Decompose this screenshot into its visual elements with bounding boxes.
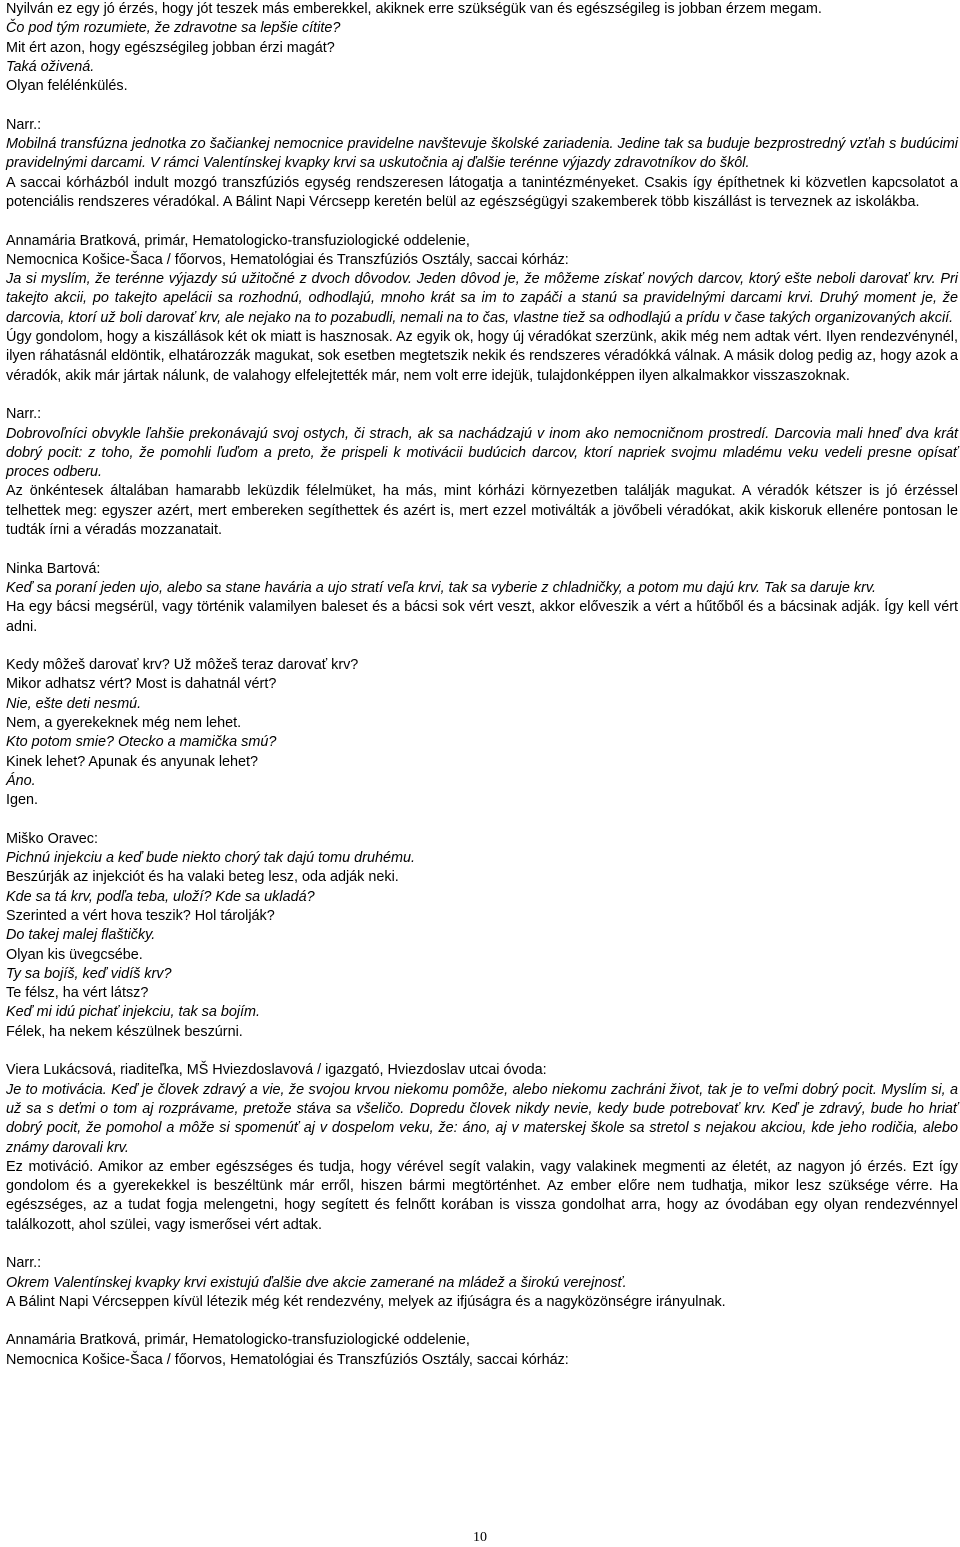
paragraph-text: Mikor adhatsz vért? Most is dahatnál vért? [6, 676, 277, 693]
paragraph-slovak: Pichnú injekciu a keď bude niekto chorý tak dajú tomu druhému. [6, 850, 415, 867]
paragraph-slovak: Dobrovoľníci obvykle ľahšie prekonávajú svoj ostych, či strach, ak sa nachádzajú v inom ako nemocničnom prostredí. Darcovia mali hneď dva krát dobrý pocit: z toho, že pomohli ľuďom a preto, že prispeli k motivácii budúcich darcov, ktorí napriek svojmu mladému veku vedeli presne opísať proces odberu. [6, 425, 958, 481]
paragraph-text: Mit ért azon, hogy egészségileg jobban érzi magát? [6, 39, 335, 56]
paragraph-slovak: Ty sa bojíš, keď vidíš krv? [6, 965, 172, 982]
paragraph-spacer [6, 540, 958, 559]
paragraph-text: Beszúrják az injekciót és ha valaki beteg lesz, oda adják neki. [6, 869, 399, 886]
paragraph-spacer [6, 810, 958, 829]
paragraph-text: Narr.: [6, 116, 42, 133]
paragraph-slovak: Mobilná transfúzna jednotka zo šačiankej nemocnice pravidelne navštevuje školské zariadenia. Jedine tak sa buduje bezprostredný vzťah s budúcimi pravidelnými darcami. V rámci Valentínskej kvapky krvi sa uskutočnia aj ďalšie terénne výjazdy zdravotníkov do škôl. [6, 136, 958, 172]
paragraph-text: Narr.: [6, 406, 42, 423]
paragraph-slovak: Ja si myslím, že terénne výjazdy sú užitočné z dvoch dôvodov. Jeden dôvod je, že môžeme získať nových darcov, ktorý ešte neboli darovať krv. Pri takejto akcii, po takejto apelácii sa rozhodnú, odhodlajú, mnoho krát sa im to zapáči a stanú sa pravidelnými darcami krvi. Druhý moment je, že darcovia, ktorí už boli darovať krv, ale nejako na to pozabudli, nemali na to čas, vlastne tiež sa odhodlajú a prídu v čase takých organizovaných akcií. [6, 271, 958, 326]
paragraph-slovak: Keď sa poraní jeden ujo, alebo sa stane havária a ujo stratí veľa krvi, tak sa vyberie z chladničky, a potom mu dajú krv. Tak sa daruje krv. [6, 579, 876, 596]
paragraph-slovak: Okrem Valentínskej kvapky krvi existujú ďalšie dve akcie zamerané na mládež a širokú verejnosť. [6, 1274, 627, 1291]
paragraph-spacer [6, 1042, 958, 1061]
paragraph-text: Ez motiváció. Amikor az ember egészséges és tudja, hogy vérével segít valakin, vagy valakinek megmenti az életét, az nagyon jó érzés. Ezt így gondolom és a gyerekekkel is beszéltünk már erről, hiszen bármi megtörténhet. Az ember előre nem tudhatja, mikor lesz szüksége vérre. Ha egészséges, az a tudat fogja melengetni, hogy segített és felnőtt korában is vissza gondolhat arra, hogy az óvodában egy olyan rendezvénnyel találkozott, ahol szülei, vagy ismerősei vért adtak. [6, 1158, 958, 1233]
paragraph-spacer [6, 386, 958, 405]
paragraph-text: Ha egy bácsi megsérül, vagy történik valamilyen baleset és a bácsi sok vért veszt, akkor előveszik a vért a hűtőből és a bácsinak adják. Így kell vért adni. [6, 599, 958, 635]
paragraph-text: Nem, a gyerekeknek még nem lehet. [6, 714, 242, 731]
paragraph-text: A saccai kórházból indult mozgó transzfúziós egység rendszeresen látogatja a tanintézményeket. Csakis így építhetnek ki közvetlen kapcsolatot a potenciális rendszeres véradókal. A Bálint Napi Vércsepp keretén belül az egészségügyi szakemberek több kiszállást is terveznek az iskolákba. [6, 174, 958, 210]
paragraph-slovak: Kde sa tá krv, podľa teba, uloží? Kde sa ukladá? [6, 888, 315, 905]
paragraph-spacer [6, 212, 958, 231]
paragraph-text: Kinek lehet? Apunak és anyunak lehet? [6, 753, 259, 770]
paragraph-text: Félek, ha nekem készülnek beszúrni. [6, 1023, 243, 1040]
paragraph-slovak: Čo pod tým rozumiete, že zdravotne sa lepšie cítite? [6, 20, 341, 37]
paragraph-text: Szerinted a vért hova teszik? Hol tárolják? [6, 907, 275, 924]
paragraph-text: Olyan kis üvegcsébe. [6, 946, 143, 963]
paragraph-spacer [6, 637, 958, 656]
paragraph-slovak: Keď mi idú pichať injekciu, tak sa bojím. [6, 1004, 261, 1021]
paragraph-slovak: Taká oživená. [6, 58, 95, 75]
paragraph-text: A Bálint Napi Vércseppen kívül létezik még két rendezvény, melyek az ifjúságra és a nagyközönségre irányulnak. [6, 1293, 726, 1310]
paragraph-text: Narr.: [6, 1255, 42, 1272]
paragraph-text: Kedy môžeš darovať krv? Už môžeš teraz darovať krv? [6, 657, 359, 674]
paragraph-text: Annamária Bratková, primár, Hematologicko-transfuziologické oddelenie, [6, 232, 470, 249]
document-body [6, 0, 958, 1370]
paragraph-text: Viera Lukácsová, riaditeľka, MŠ Hviezdoslavová / igazgató, Hviezdoslav utcai óvoda: [6, 1062, 547, 1079]
paragraph-text: Miško Oravec: [6, 830, 98, 847]
paragraph-text: Nemocnica Košice-Šaca / főorvos, Hematológiai és Transzfúziós Osztály, saccai kórház: [6, 251, 569, 268]
paragraph-spacer [6, 96, 958, 115]
paragraph-text: Az önkéntesek általában hamarabb leküzdik félelmüket, ha más, mint kórházi környezetben találják magukat. A véradók kétszer is jó érzéssel telhettek meg: egyszer azért, mert embereken segíthettek és azért is, mert ezzel motiválták a jövőbeli véradókat, akik kiskoruk ellenére pontosan le tudták írni a véradás mozzanatait. [6, 483, 958, 539]
paragraph-spacer [6, 1312, 958, 1331]
paragraph-text: Annamária Bratková, primár, Hematologicko-transfuziologické oddelenie, [6, 1332, 470, 1349]
paragraph-spacer [6, 1235, 958, 1254]
paragraph-text: Nemocnica Košice-Šaca / főorvos, Hematológiai és Transzfúziós Osztály, saccai kórház: [6, 1351, 569, 1368]
paragraph-text: Igen. [6, 792, 39, 809]
paragraph-text: Te félsz, ha vért látsz? [6, 985, 149, 1002]
paragraph-slovak: Do takej malej flaštičky. [6, 927, 156, 944]
paragraph-text: Ninka Bartová: [6, 560, 101, 577]
page-number: 10 [473, 1530, 487, 1545]
paragraph-text: Nyilván ez egy jó érzés, hogy jót teszek más emberekkel, akiknek erre szükségük van és egészségileg is jobban érzem megam. [6, 1, 822, 17]
paragraph-text: Úgy gondolom, hogy a kiszállások két ok miatt is hasznosak. Az egyik ok, hogy új véradókat szerzünk, akik még nem adtak vért. Ilyen rendezvénynél, ilyen ráhatásnál eldöntik, elhatározzák magukat, sok esetben megtetszik nekik és rendszeres véradókká válnak. A másik dolog pedig az, hogy azok a véradók, akik már jártak nálunk, de valahogy elfelejtették már, nem volt erre idejük, tulajdonképpen ilyen alkalmakkor visszaszoknak. [6, 329, 958, 384]
paragraph-slovak: Je to motivácia. Keď je človek zdravý a vie, že svojou krvou niekomu pomôže, alebo niekomu zachráni život, tak je to veľmi dobrý pocit. Myslím si, a už sa s deťmi o tom aj rozprávame, pretože stáva sa všeličo. Dopredu človek nikdy nevie, kedy bude potrebovať krv. Keď je zdravý, bude ho hriať dobrý pocit, že pomohol a môže si spomenúť aj v dospelom veku, že: áno, aj v materskej škole sa stretol s nejakou akciou, kde jeho rodičia, alebo známy darovali krv. [6, 1081, 958, 1156]
paragraph-slovak: Kto potom smie? Otecko a mamička smú? [6, 734, 277, 751]
paragraph-slovak: Áno. [6, 772, 36, 789]
paragraph-text: Olyan felélénkülés. [6, 78, 128, 95]
paragraph-slovak: Nie, ešte deti nesmú. [6, 695, 142, 712]
